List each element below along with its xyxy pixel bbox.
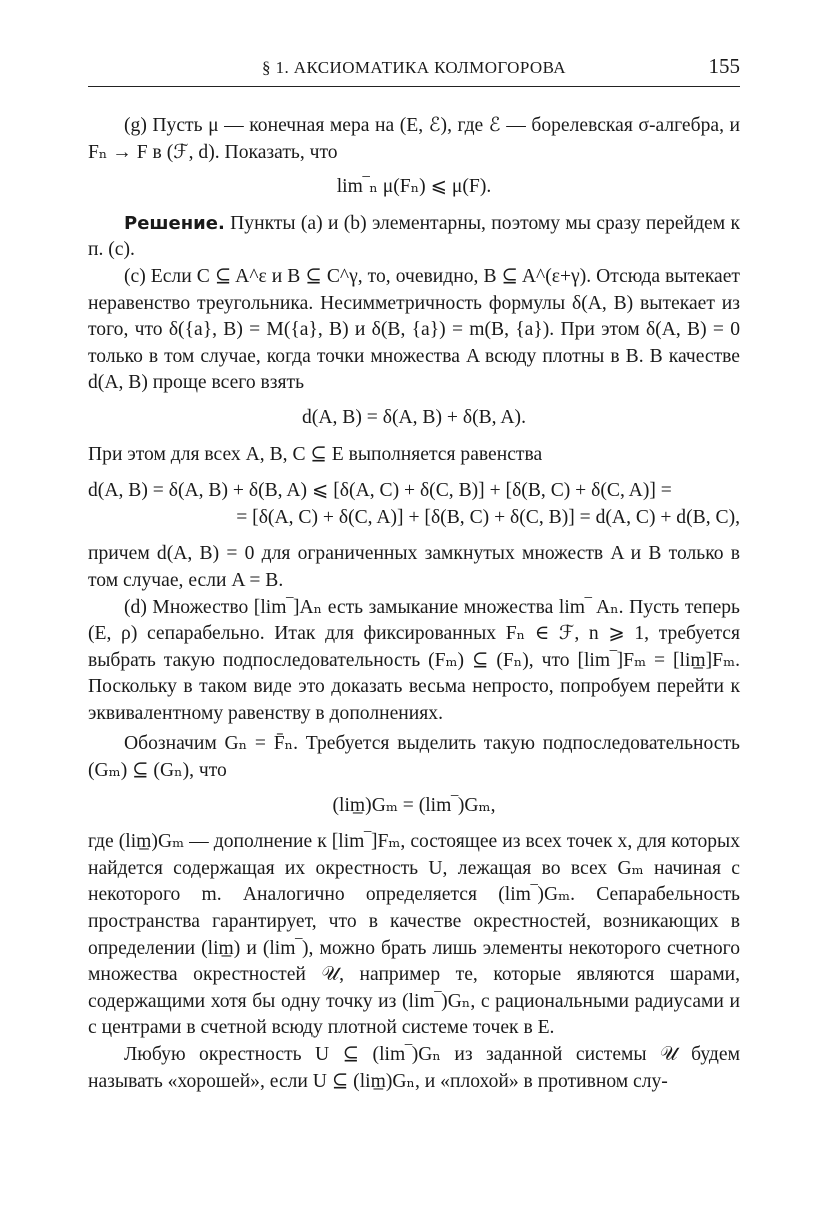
paragraph-for-all: При этом для всех A, B, C ⊆ E выполняется равенства — [88, 443, 543, 465]
running-header — [88, 52, 740, 87]
page-body — [88, 113, 740, 1095]
page-number: 155 — [708, 54, 740, 78]
formula-triangle-line2: = [δ(A, C) + δ(C, A)] + [δ(B, C) + δ(C, B)] = d(A, C) + d(B, C), — [236, 506, 740, 528]
formula-d-definition: d(A, B) = δ(A, B) + δ(B, A). — [302, 406, 526, 428]
paragraph-denote: Обозначим Gₙ = F̄ₙ. Требуется выделить такую подпоследовательность (Gₘ) ⊆ (Gₙ), что — [88, 733, 740, 782]
paragraph-where: причем d(A, B) = 0 для ограниченных замкнутых множеств A и B только в том случае, если A = B. — [88, 543, 740, 591]
paragraph-d: (d) Множество [lim‾]Aₙ есть замыкание множества lim‾ Aₙ. Пусть теперь (E, ρ) сепарабельно. Итак для фиксированных Fₙ ∈ ℱ, n ⩾ 1, требуется выбрать такую подпоследовательность (Fₘ) ⊆ (Fₙ), что [lim‾]Fₘ = [lim̲]Fₘ. Поскольку в таком виде это доказать весьма непросто, попробуем перейти к эквивалентному равенству в дополнениях. — [88, 596, 740, 724]
paragraph-g: (g) Пусть μ — конечная мера на (E, ℰ), где ℰ — борелевская σ-алгебра, и Fₙ → F в (ℱ, d). Показать, что — [88, 115, 740, 163]
paragraph-good-neighborhood: Любую окрестность U ⊆ (lim‾)Gₙ из заданной системы 𝒰 будем называть «хорошей», если U ⊆ (lim̲)Gₙ, и «плохой» в противном слу- — [88, 1044, 740, 1092]
solution-text: Пункты (a) и (b) элементарны, поэтому мы сразу перейдем к п. (с). — [88, 212, 740, 261]
formula-triangle-line1: d(A, B) = δ(A, B) + δ(B, A) ⩽ [δ(A, C) + δ(C, B)] + [δ(B, C) + δ(C, A)] = — [88, 480, 672, 502]
chapter-title: § 1. АКСИОМАТИКА КОЛМОГОРОВА — [262, 58, 566, 77]
paragraph-c: (c) Если C ⊆ A^ε и B ⊆ C^γ, то, очевидно, B ⊆ A^(ε+γ). Отсюда вытекает неравенство треугольника. Несимметричность формулы δ(A, B) вытекает из того, что δ({a}, B) = M({a}, B) и δ(B, {a}) = m(B, {a}). При этом δ(A, B) = 0 только в том случае, когда точки множества A всюду плотны в B. В качестве d(A, B) проще всего взять — [88, 265, 740, 394]
formula-liminf-equals-limsup: (lim̲)Gₘ = (lim‾)Gₘ, — [332, 794, 496, 816]
page — [88, 52, 740, 1095]
solution-label: Решение. — [124, 212, 225, 234]
paragraph-complement: где (lim̲)Gₘ — дополнение к [lim‾]Fₘ, состоящее из всех точек x, для которых найдется содержащая их окрестность U, лежащая во всех Gₘ начиная с некоторого m. Аналогично определяется (lim‾)Gₘ. Сепарабельность пространства гарантирует, что в качестве окрестностей, возникающих в определении (lim̲) и (lim‾), можно брать лишь элементы некоторого счетного множества окрестностей 𝒰, например те, которые являются шарами, содержащими хотя бы одну точку из (lim‾)Gₙ, с рациональными радиусами и с центрами в счетной всюду плотной системе точек в E. — [88, 831, 740, 1039]
formula-limsup: lim‾ₙ μ(Fₙ) ⩽ μ(F). — [336, 176, 492, 198]
paragraph-solution — [88, 211, 740, 264]
